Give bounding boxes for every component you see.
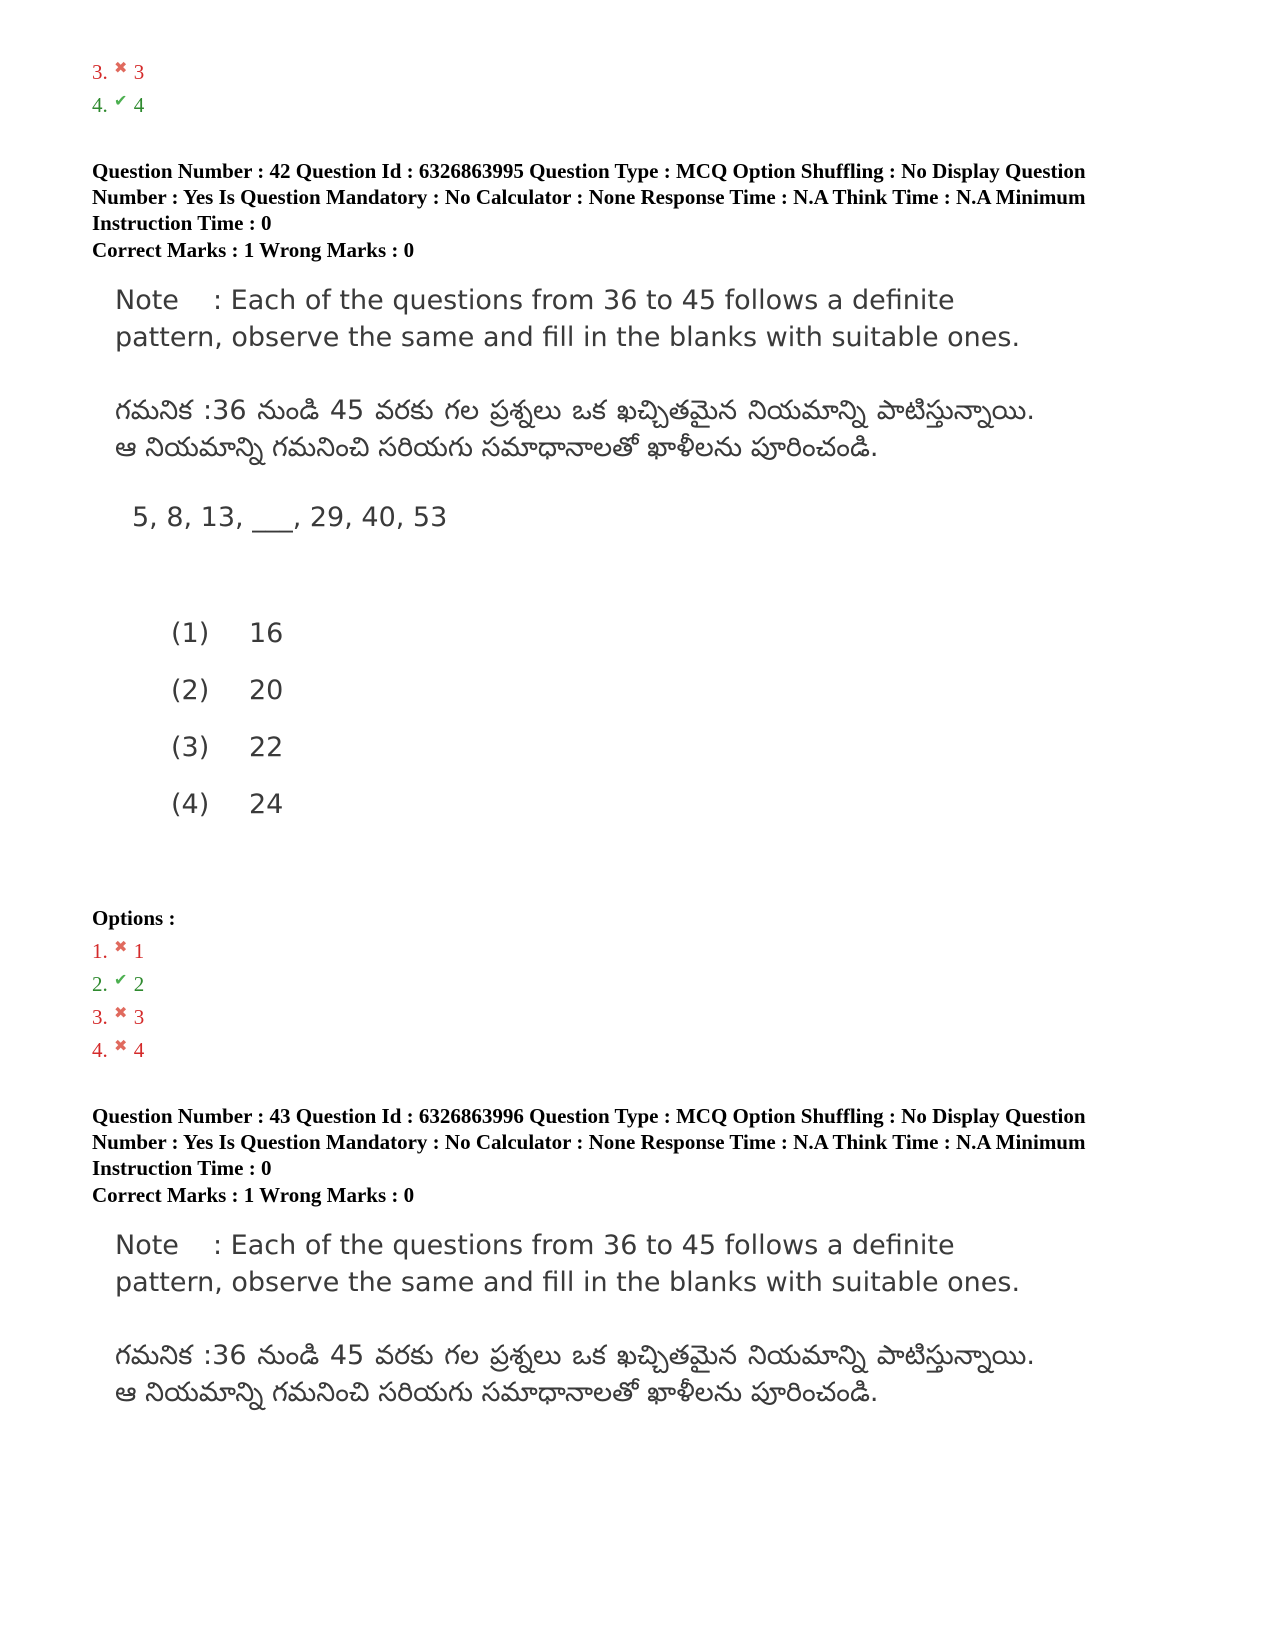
answer-options (92, 935, 144, 1067)
option-item: 4. ✖ 4 (92, 1034, 144, 1067)
question-image (115, 282, 1035, 833)
cross-icon: ✖ (114, 1005, 128, 1022)
option-item: 3. ✖ 3 (92, 56, 144, 89)
number-series: 5, 8, 13, ___, 29, 40, 53 (132, 502, 448, 533)
prev-options (92, 56, 144, 122)
option-item: 2. ✔ 2 (92, 968, 144, 1001)
telugu-note: గమనిక :36 నుండి 45 వరకు గల ప్రశ్నలు ఒక ఖచ్చితమైన నియమాన్ని పాటిస్తున్నాయి. ఆ నియమాన్ని గమనించి సరియగు సమాధానాలతో ఖాళీలను పూరించండి. (115, 1340, 1035, 1408)
choice-item: (2) 20 (171, 675, 284, 706)
option-item: 3. ✖ 3 (92, 1001, 144, 1034)
question-image (115, 1227, 1035, 1411)
cross-icon: ✖ (114, 939, 128, 956)
option-item: 1. ✖ 1 (92, 935, 144, 968)
options-heading: Options : (92, 906, 176, 930)
note-text: Note : Each of the questions from 36 to 45 follows a definite pattern, observe the same and fill in the blanks with suitable ones. (115, 285, 1021, 353)
choice-list (171, 605, 1035, 833)
question-meta: Question Number : 43 Question Id : 6326863996 Question Type : MCQ Option Shuffling : No Display Question Number : Yes Is Question Mandatory : No Calculator : None Response Time : N.A Think Time : N.A Minimum Instruction Time : 0 (92, 1104, 1086, 1180)
choice-item: (3) 22 (171, 732, 284, 763)
telugu-note: గమనిక :36 నుండి 45 వరకు గల ప్రశ్నలు ఒక ఖచ్చితమైన నియమాన్ని పాటిస్తున్నాయి. ఆ నియమాన్ని గమనించి సరియగు సమాధానాలతో ఖాళీలను పూరించండి. (115, 395, 1035, 463)
check-icon: ✔ (114, 972, 128, 989)
cross-icon: ✖ (114, 60, 128, 77)
marks-line: Correct Marks : 1 Wrong Marks : 0 (92, 1183, 415, 1207)
question-meta: Question Number : 42 Question Id : 6326863995 Question Type : MCQ Option Shuffling : No Display Question Number : Yes Is Question Mandatory : No Calculator : None Response Time : N.A Think Time : N.A Minimum Instruction Time : 0 (92, 159, 1086, 235)
choice-item: (1) 16 (171, 618, 284, 649)
marks-line: Correct Marks : 1 Wrong Marks : 0 (92, 238, 415, 262)
note-text: Note : Each of the questions from 36 to 45 follows a definite pattern, observe the same and fill in the blanks with suitable ones. (115, 1230, 1021, 1298)
cross-icon: ✖ (114, 1038, 128, 1055)
option-item: 4. ✔ 4 (92, 89, 144, 122)
choice-item: (4) 24 (171, 789, 284, 820)
check-icon: ✔ (114, 93, 128, 110)
